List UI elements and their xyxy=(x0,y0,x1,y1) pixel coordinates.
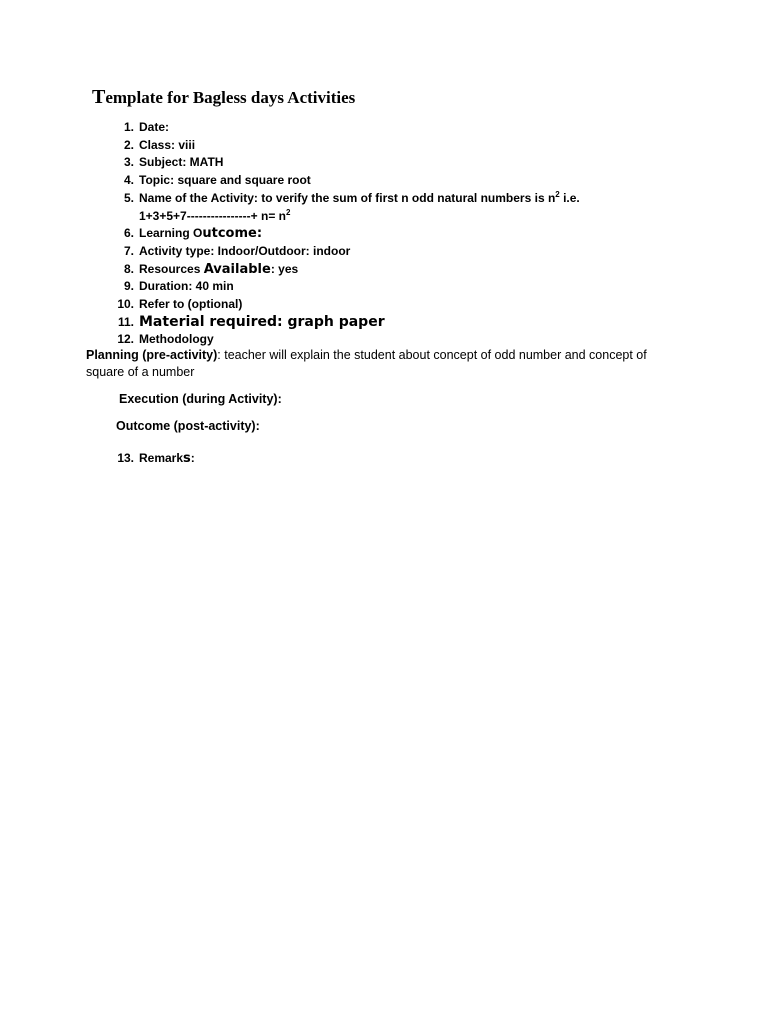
page-title xyxy=(92,86,355,109)
list-number: 3. xyxy=(123,155,134,170)
list-number: 1. xyxy=(123,120,134,134)
exponent: 2 xyxy=(555,189,560,199)
planning-label: Planning (pre-activity) xyxy=(86,348,218,362)
list-item-date xyxy=(112,119,672,137)
list-number: 5. xyxy=(123,190,134,205)
methodology-label: Methodology xyxy=(139,332,214,347)
duration-label: Duration: 40 min xyxy=(139,279,234,294)
remarks-item xyxy=(112,451,195,466)
list-item-duration xyxy=(112,278,672,296)
list-number: 13. xyxy=(117,451,134,465)
activity-name-line-1 xyxy=(139,190,672,208)
material-label: Material required: graph paper xyxy=(139,313,385,330)
list-item-refer-to xyxy=(112,296,672,314)
learning-outcome-label-b: utcome xyxy=(202,226,257,242)
outcome-heading: Outcome (post-activity): xyxy=(116,419,260,433)
list-item-activity-name xyxy=(112,190,672,225)
topic-label: Topic: square and square root xyxy=(139,173,311,188)
remarks-label-a: Remark xyxy=(139,451,184,465)
planning-text: : teacher will explain the student about concept of odd number and concept of square of a number xyxy=(86,348,647,379)
learning-outcome-label-a: Learning O xyxy=(139,226,203,241)
list-number: 12. xyxy=(117,332,134,347)
execution-heading: Execution (during Activity): xyxy=(119,392,282,406)
list-item-resources xyxy=(112,261,672,279)
activity-name-text: Name of the Activity: to verify the sum of first n odd natural numbers is n xyxy=(139,190,556,205)
subject-label: Subject: MATH xyxy=(139,155,224,170)
list-item-class xyxy=(112,137,672,155)
planning-paragraph xyxy=(86,347,676,381)
resources-label-c: : yes xyxy=(270,261,299,276)
activity-name-ie: i.e. xyxy=(559,190,580,205)
list-number: 8. xyxy=(123,261,134,276)
activity-type-label: Activity type: Indoor/Outdoor: indoor xyxy=(139,243,351,258)
refer-to-label: Refer to (optional) xyxy=(139,297,243,312)
activity-name-line-2 xyxy=(139,208,672,226)
list-number: 6. xyxy=(123,226,134,241)
list-item-subject xyxy=(112,154,672,172)
list-number: 9. xyxy=(123,279,134,294)
activity-fields-list xyxy=(112,119,672,349)
list-number: 11. xyxy=(117,314,134,329)
title-first-letter: T xyxy=(92,86,106,108)
list-number: 2. xyxy=(123,137,134,152)
remarks-label-b: s xyxy=(183,451,191,466)
list-item-material xyxy=(112,314,672,332)
learning-outcome-label-c: : xyxy=(256,226,263,242)
resources-label-b: Available xyxy=(203,261,271,277)
list-item-activity-type xyxy=(112,243,672,261)
date-label: Date: xyxy=(139,120,170,134)
remarks-label-c: : xyxy=(190,451,195,465)
activity-formula: 1+3+5+7----------------+ n= n xyxy=(139,208,286,223)
exponent: 2 xyxy=(286,207,291,217)
list-number: 10. xyxy=(117,297,134,312)
list-item-learning-outcome xyxy=(112,225,672,243)
list-item-topic xyxy=(112,172,672,190)
title-rest: emplate for Bagless days Activities xyxy=(105,88,356,107)
resources-label-a: Resources xyxy=(139,261,204,276)
list-number: 7. xyxy=(123,243,134,258)
list-number: 4. xyxy=(123,173,134,188)
class-label: Class: viii xyxy=(139,137,196,152)
